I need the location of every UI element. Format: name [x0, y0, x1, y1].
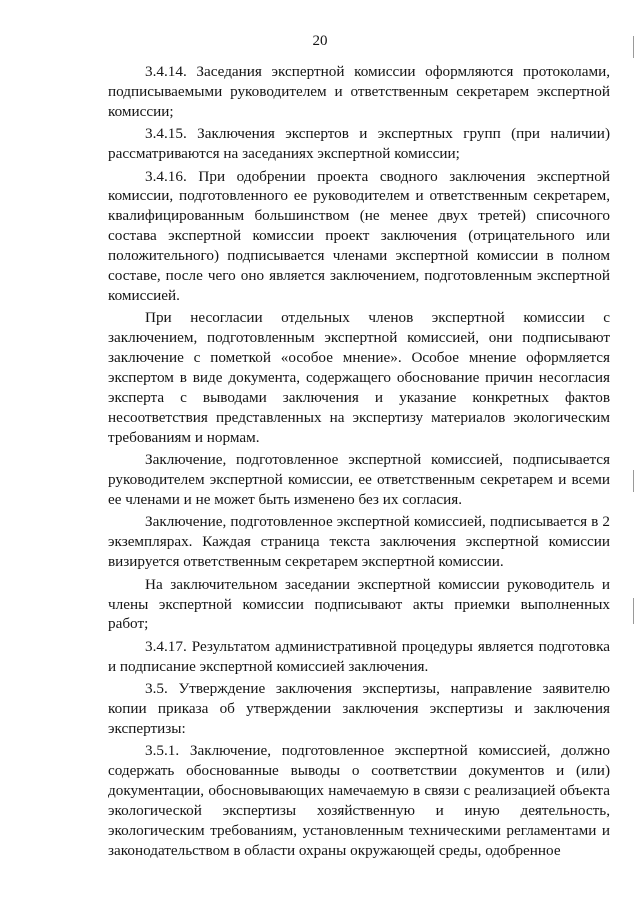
- paragraph-3-4-16: 3.4.16. При одобрении проекта сводного заключения экспертной комиссии, подготовленного ее руководителем и ответственным секретарем, квалифицированным большинством (не менее двух третей) списочного состава экспертной комиссии проект заключения (отрицательного или положительного) подписывается членами экспертной комиссии в полном составе, после чего оно является заключением, подготовленным экспертной комиссией.: [108, 167, 610, 304]
- paragraph-3-5: 3.5. Утверждение заключения экспертизы, направление заявителю копии приказа об утверждении заключения экспертизы и заключения экспертизы:: [108, 680, 610, 737]
- document-body: [108, 62, 610, 863]
- paragraph-3-4-17: 3.4.17. Результатом административной процедуры является подготовка и подписание экспертной комиссией заключения.: [108, 637, 610, 675]
- scan-edge-mark: [633, 470, 634, 492]
- paragraph-final-meeting: На заключительном заседании экспертной комиссии руководитель и члены экспертной комиссии подписывают акты приемки выполненных работ;: [108, 575, 610, 633]
- scan-edge-mark: [633, 598, 634, 624]
- paragraph-copies: Заключение, подготовленное экспертной комиссией, подписывается в 2 экземплярах. Каждая страница текста заключения экспертной комиссии визируется ответственным секретарем экспертной комиссии.: [108, 513, 610, 571]
- paragraph-3-4-14: 3.4.14. Заседания экспертной комиссии оформляются протоколами, подписываемыми руководителем и ответственным секретарем экспертной комиссии;: [108, 63, 610, 120]
- page-number: 20: [312, 33, 328, 49]
- paragraph-dissent: При несогласии отдельных членов экспертной комиссии с заключением, подготовленным экспертной комиссией, они подписывают заключение с пометкой «особое мнение». Особое мнение оформляется экспертом в виде документа, содержащего обоснование причин несогласия эксперта с выводами заключения и указание конкретных фактов несоответствия представленных на экспертизу материалов экологическим требованиям и нормам.: [108, 309, 610, 446]
- scan-edge-mark: [633, 36, 634, 58]
- paragraph-3-4-15: 3.4.15. Заключения экспертов и экспертных групп (при наличии) рассматриваются на заседаниях экспертной комиссии;: [108, 125, 610, 163]
- paragraph-3-5-1: 3.5.1. Заключение, подготовленное экспертной комиссией, должно содержать обоснованные выводы о соответствии документов и (или) документации, обосновывающих намечаемую в связи с реализацией объекта экологической экспертизы хозяйственную и иную деятельность, экологическим требованиям, установленным техническими регламентами и законодательством в области охраны окружающей среды, одобренное: [108, 742, 610, 859]
- paragraph-signing: Заключение, подготовленное экспертной комиссией, подписывается руководителем экспертной комиссии, ее ответственным секретарем и всеми ее членами и не может быть изменено без их согласия.: [108, 451, 610, 509]
